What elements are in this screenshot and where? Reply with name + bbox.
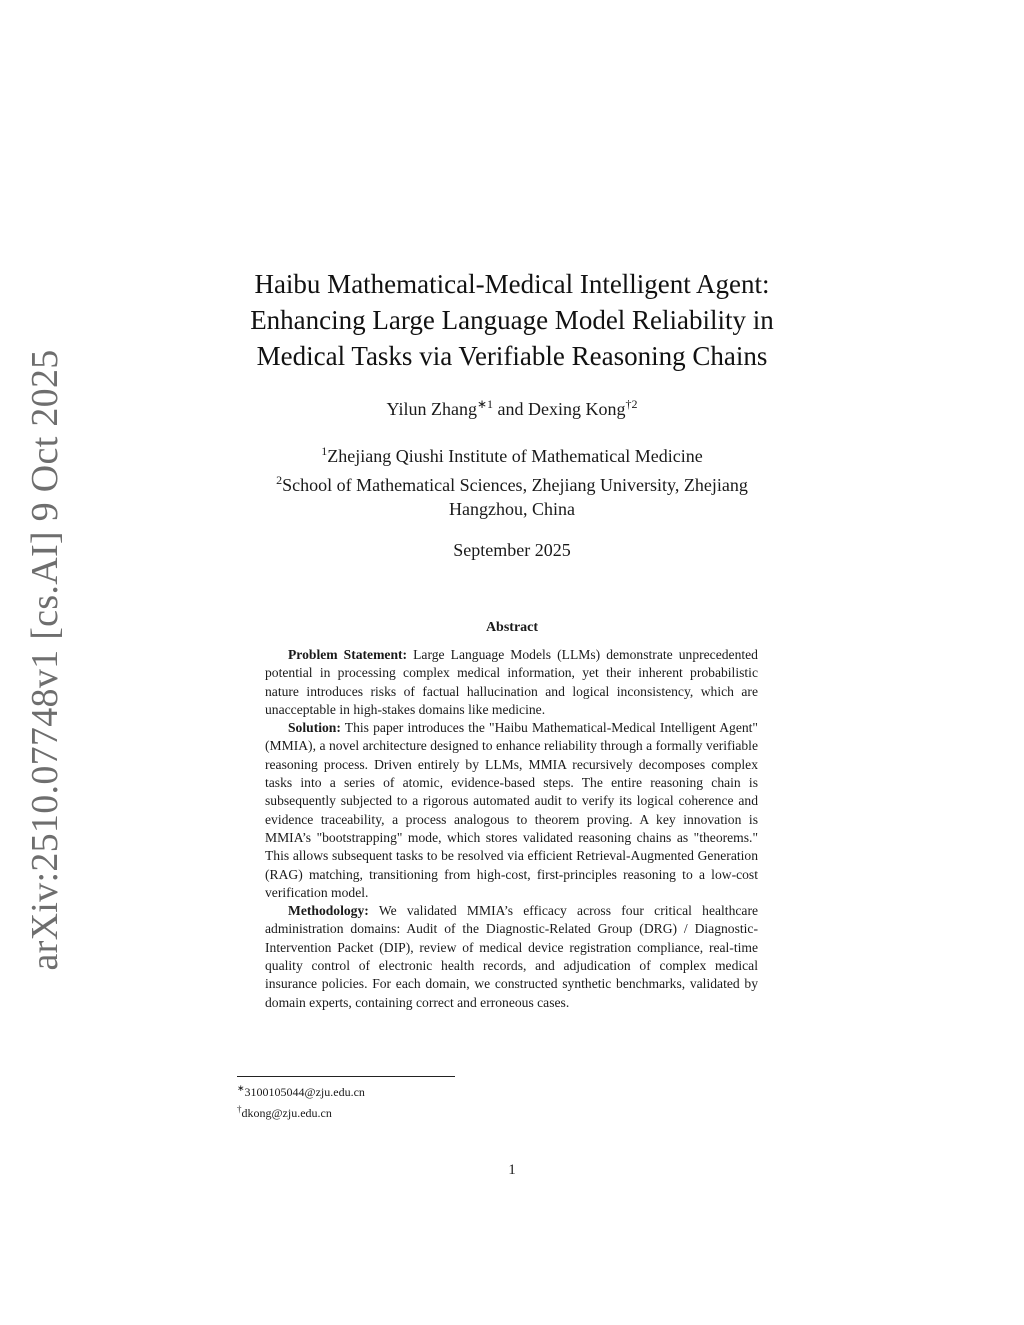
footnote-divider <box>237 1076 455 1077</box>
affiliation-mark: 1 <box>321 444 328 458</box>
affiliation-text: Hangzhou, China <box>449 499 575 519</box>
affiliation-line <box>200 468 824 497</box>
title-line: Medical Tasks via Verifiable Reasoning Chains <box>256 341 768 371</box>
affiliations <box>200 439 824 521</box>
title-line: Haibu Mathematical-Medical Intelligent Agent: <box>254 269 770 299</box>
footnotes <box>237 1080 637 1122</box>
affiliation-mark: 2 <box>276 473 283 487</box>
footnote <box>237 1080 637 1101</box>
footnote-mark: † <box>237 1104 242 1114</box>
author-affiliation-mark: †2 <box>625 397 638 411</box>
paragraph-text: Large Language Models (LLMs) demonstrate unprecedented potential in processing complex medical information, yet their inherent probabilistic nature introduces risks of factual hallucination and logical inconsistency, which are unacceptable in high-stakes domains like medicine. <box>265 647 758 717</box>
arxiv-identifier-stamp: arXiv:2510.07748v1 [cs.AI] 9 Oct 2025 <box>24 349 66 971</box>
footnote-email: dkong@zju.edu.cn <box>241 1106 332 1120</box>
footnote-mark: ∗ <box>237 1083 245 1093</box>
affiliation-line <box>200 439 824 468</box>
paragraph-label: Methodology: <box>288 903 369 919</box>
affiliation-text: School of Mathematical Sciences, Zhejiang University, Zhejiang <box>282 475 748 495</box>
author-connector: and <box>493 399 529 419</box>
title-line: Enhancing Large Language Model Reliability in <box>250 305 774 335</box>
author-affiliation-mark: ∗1 <box>476 397 494 411</box>
footnote-email: 3100105044@zju.edu.cn <box>244 1085 365 1099</box>
paragraph-label: Problem Statement: <box>288 647 408 662</box>
affiliation-line <box>200 497 824 521</box>
paragraph-text: This paper introduces the "Haibu Mathematical-Medical Intelligent Agent" (MMIA), a novel architecture designed to enhance reliability through a formally verifiable reasoning process. Driven entirely by LLMs, MMIA recursively decomposes complex tasks into a series of atomic, evidence-based steps. The entire reasoning chain is subsequently subjected to a rigorous automated audit to verify its logical coherence and evidence traceability, a process analogous to theorem proving. A key innovation is MMIA’s "bootstrapping" mode, which stores validated reasoning chains as "theorems." This allows subsequent tasks to be resolved via efficient Retrieval-Augmented Generation (RAG) matching, transitioning from high-cost, first-principles reasoning to a low-cost verification model. <box>265 720 758 900</box>
author-name: Dexing Kong <box>528 399 626 419</box>
abstract-heading: Abstract <box>485 620 539 635</box>
author-name: Yilun Zhang <box>386 399 477 419</box>
paragraph-label: Solution: <box>288 720 341 736</box>
affiliation-text: Zhejiang Qiushi Institute of Mathematical Medicine <box>327 446 703 466</box>
abstract-paragraph <box>265 646 758 719</box>
paper-title <box>212 266 812 374</box>
abstract-paragraph <box>265 719 758 902</box>
footnote <box>237 1101 637 1122</box>
publication-date: September 2025 <box>453 540 571 560</box>
abstract-paragraph <box>265 902 758 1012</box>
page-number: 1 <box>508 1162 516 1178</box>
paragraph-text: We validated MMIA’s efficacy across four critical healthcare administration domains: Audit of the Diagnostic-Related Group (DRG) / Diagnostic-Intervention Packet (DIP), review of medical device registration compliance, real-time quality control of electronic health records, and adjudication of complex medical insurance policies. For each domain, we constructed synthetic benchmarks, validated by domain experts, containing correct and erroneous cases. <box>265 903 758 1010</box>
abstract-body <box>265 646 758 1012</box>
author-list <box>212 397 812 420</box>
